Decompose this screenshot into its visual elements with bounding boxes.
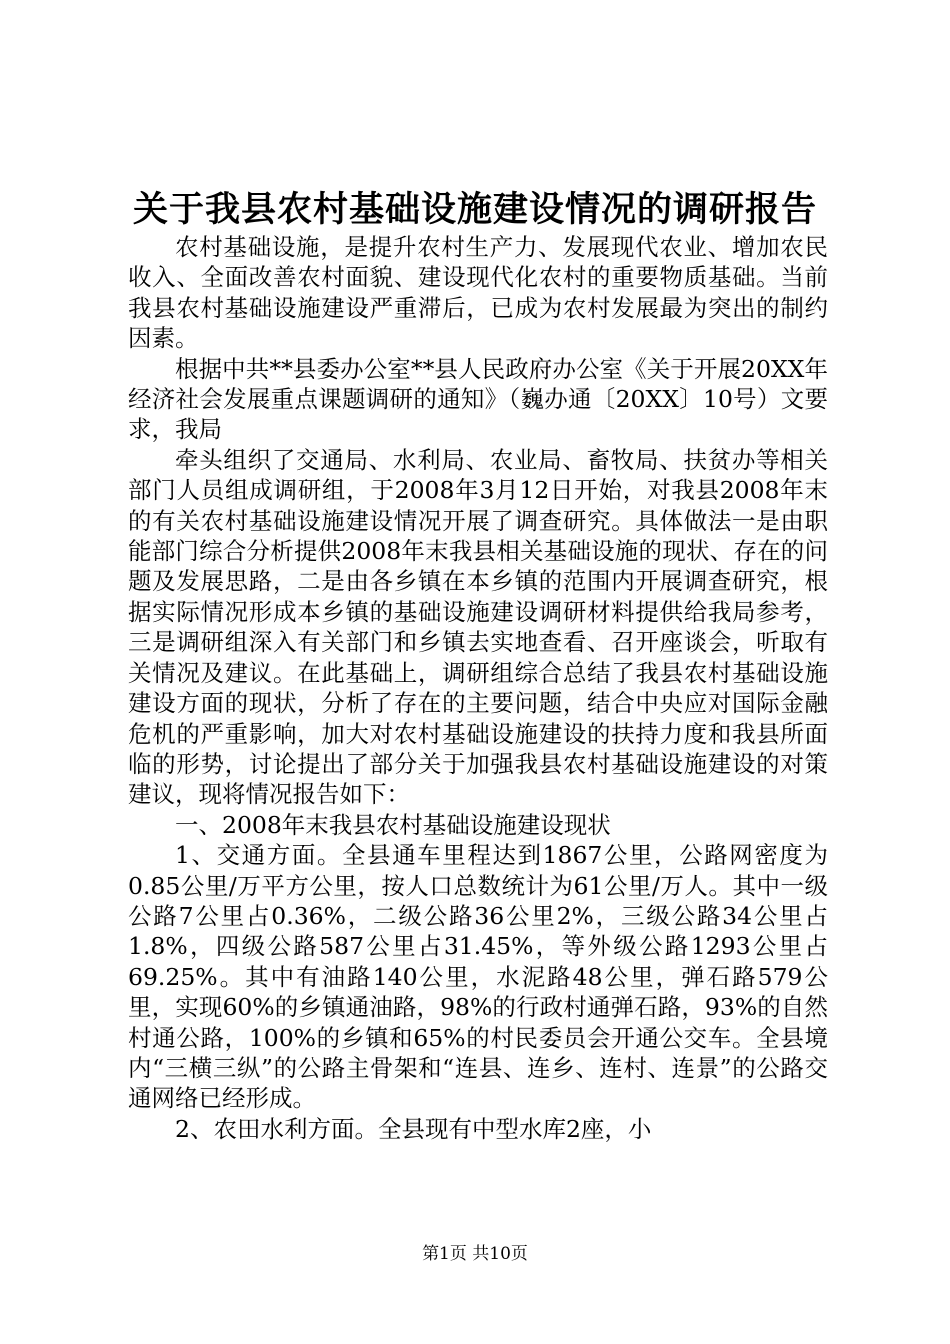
document-body <box>128 232 828 1144</box>
section-heading: 一、2008年末我县农村基础设施建设现状 <box>175 810 611 839</box>
paragraph-basis: 根据中共**县委办公室**县人民政府办公室《关于开展20XX年经济社会发展重点课题调研的通知》（巍办通〔20XX〕10号）文要求，我局 <box>128 354 828 444</box>
paragraph-method: 牵头组织了交通局、水利局、农业局、畜牧局、扶贫办等相关部门人员组成调研组，于2008年3月12日开始，对我县2008年末的有关农村基础设施建设情况开展了调查研究。具体做法一是由职能部门综合分析提供2008年末我县相关基础设施的现状、存在的问题及发展思路，二是由各乡镇在本乡镇的范围内开展调查研究，根据实际情况形成本乡镇的基础设施建设调研材料提供给我局参考，三是调研组深入有关部门和乡镇去实地查看、召开座谈会，听取有关情况及建议。在此基础上，调研组综合总结了我县农村基础设施建设方面的现状，分析了存在的主要问题，结合中央应对国际金融危机的严重影响，加大对农村基础设施建设的扶持力度和我县所面临的形势，讨论提出了部分关于加强我县农村基础设施建设的对策建议，现将情况报告如下： <box>128 445 828 809</box>
paragraph-transport: 1、交通方面。全县通车里程达到1867公里，公路网密度为0.85公里/万平方公里，按人口总数统计为61公里/万人。其中一级公路7公里占0.36%，二级公路36公里2%，三级公路34公里占1.8%，四级公路587公里占31.45%，等外级公路1293公里占69.25%。其中有油路140公里，水泥路48公里，弹石路579公里，实现60%的乡镇通油路，98%的行政村通弹石路，93%的自然村通公路，100%的乡镇和65%的村民委员会开通公交车。全县境内“三横三纵”的公路主骨架和“连县、连乡、连村、连景”的公路交通网络已经形成。 <box>128 841 828 1113</box>
paragraph-intro: 农村基础设施，是提升农村生产力、发展现代农业、增加农民收入、全面改善农村面貌、建设现代化农村的重要物质基础。当前我县农村基础设施建设严重滞后，已成为农村发展最为突出的制约因素。 <box>128 233 828 353</box>
paragraph-irrigation: 2、农田水利方面。全县现有中型水库2座，小 <box>175 1114 652 1143</box>
page-title: 关于我县农村基础设施建设情况的调研报告 <box>132 189 817 230</box>
page-number: 第1页 共10页 <box>422 1244 528 1264</box>
